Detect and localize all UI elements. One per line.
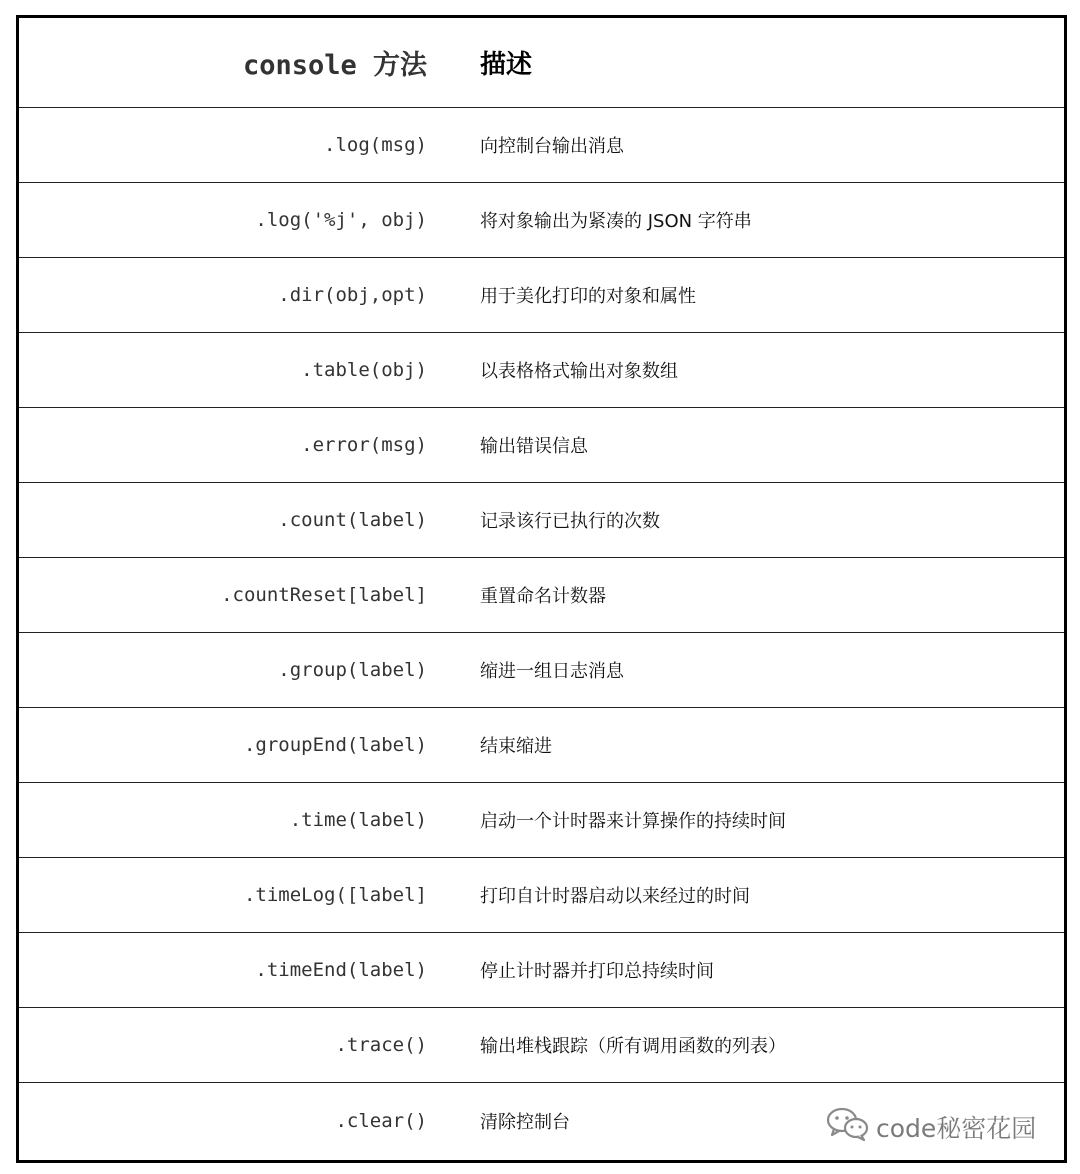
method-cell: .timeLog([label] (243, 884, 427, 906)
watermark (826, 1106, 1036, 1148)
watermark-text: code秘密花园 (876, 1114, 1037, 1143)
table-header-row (19, 18, 1064, 108)
description-cell: 将对象输出为紧凑的 JSON 字符串 (480, 211, 752, 232)
description-cell: 启动一个计时器来计算操作的持续时间 (480, 811, 786, 832)
description-cell: 缩进一组日志消息 (480, 661, 624, 682)
description-cell: 用于美化打印的对象和属性 (480, 286, 696, 307)
description-cell: 输出堆栈跟踪（所有调用函数的列表） (480, 1036, 786, 1057)
table-row (19, 633, 1064, 708)
description-cell: 输出错误信息 (480, 436, 588, 457)
description-cell: 打印自计时器启动以来经过的时间 (480, 886, 750, 907)
table-row (19, 333, 1064, 408)
table-row (19, 858, 1064, 933)
description-cell: 停止计时器并打印总持续时间 (480, 961, 714, 982)
method-cell: .table(obj) (301, 359, 427, 381)
table-row (19, 483, 1064, 558)
wechat-icon (826, 1106, 870, 1148)
description-cell: 记录该行已执行的次数 (480, 511, 660, 532)
description-cell: 以表格格式输出对象数组 (480, 361, 678, 382)
table-row (19, 183, 1064, 258)
method-cell: .count(label) (278, 509, 427, 531)
table-row (19, 408, 1064, 483)
description-cell: 清除控制台 (480, 1111, 570, 1133)
table-row (19, 258, 1064, 333)
table-row (19, 783, 1064, 858)
method-cell: .dir(obj,opt) (278, 284, 427, 306)
table-row (19, 1008, 1064, 1083)
method-cell: .trace() (335, 1034, 427, 1056)
description-cell: 结束缩进 (480, 736, 552, 757)
method-cell: .time(label) (289, 809, 427, 831)
table-row (19, 708, 1064, 783)
method-cell: .timeEnd(label) (255, 959, 427, 981)
console-methods-table (16, 15, 1067, 1163)
table-row (19, 108, 1064, 183)
header-method: console 方法 (242, 50, 427, 81)
method-cell: .countReset[label] (221, 584, 427, 606)
method-cell: .log('%j', obj) (255, 209, 427, 231)
method-cell: .log(msg) (324, 134, 427, 156)
header-description: 描述 (480, 50, 533, 80)
table-row (19, 558, 1064, 633)
method-cell: .error(msg) (301, 434, 427, 456)
method-cell: .group(label) (278, 659, 427, 681)
description-cell: 向控制台输出消息 (480, 136, 624, 157)
table-row (19, 933, 1064, 1008)
method-cell: .clear() (335, 1109, 427, 1132)
method-cell: .groupEnd(label) (243, 734, 427, 756)
description-cell: 重置命名计数器 (480, 586, 606, 607)
